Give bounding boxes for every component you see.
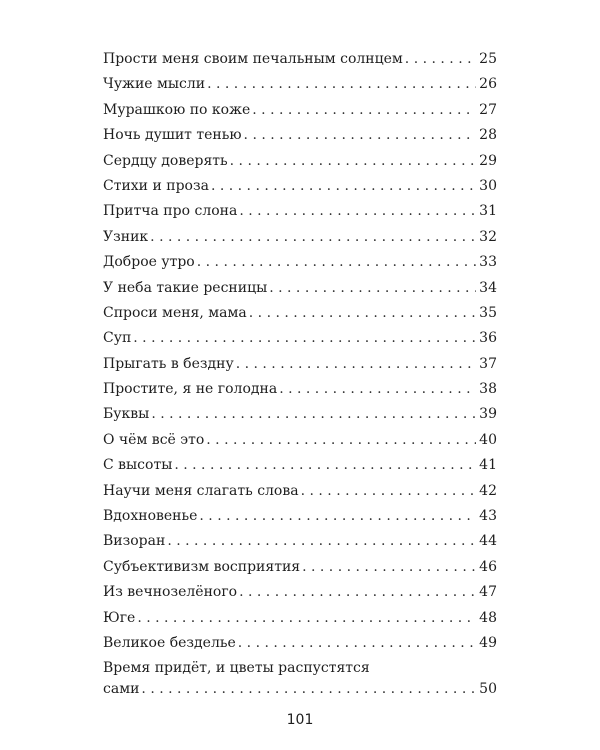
- leader-dots: [249, 301, 476, 326]
- leader-dots: [211, 174, 476, 199]
- leader-dots: [302, 555, 476, 580]
- toc-entry-page: 47: [479, 584, 497, 601]
- toc-entry-title: Доброе утро: [103, 254, 195, 271]
- toc-entry: [103, 631, 497, 656]
- leader-dots: [197, 250, 476, 275]
- leader-dots: [405, 47, 476, 72]
- toc-entry-title: Ночь душит тенью: [103, 127, 242, 144]
- toc-entry: [103, 402, 497, 427]
- toc-entry: [103, 72, 497, 97]
- toc-entry-title: Простите, я не голодна: [103, 381, 278, 398]
- toc-entry-page: 33: [479, 254, 497, 271]
- leader-dots: [206, 428, 476, 453]
- toc-entry: [103, 174, 497, 199]
- toc-entry-page: 34: [479, 279, 497, 296]
- toc-entry: [103, 98, 497, 123]
- toc-entry-title: Мурашкою по коже: [103, 101, 251, 118]
- toc-entry-title: Субъективизм восприятия: [103, 558, 301, 575]
- toc-entry-page: 49: [479, 634, 497, 651]
- toc-entry: [103, 529, 497, 554]
- leader-dots: [236, 352, 476, 377]
- toc-entry-page: 35: [479, 304, 497, 321]
- leader-dots: [207, 72, 476, 97]
- toc-entry-title: О чём всё это: [103, 431, 205, 448]
- toc-entry-page: 39: [479, 406, 497, 423]
- toc-entry: [103, 352, 497, 377]
- page-number: 101: [286, 712, 314, 728]
- toc-entry: [103, 47, 497, 72]
- toc-entry-title: Сердцу доверять: [103, 152, 228, 169]
- leader-dots: [230, 149, 476, 174]
- toc-entry: [103, 479, 497, 504]
- toc-entry-page: 43: [479, 508, 497, 525]
- toc-entry-title: Вдохновенье: [103, 508, 198, 525]
- toc-entry-page: 36: [479, 330, 497, 347]
- toc-entry-page: 38: [479, 381, 497, 398]
- toc-entry-title: Стихи и проза: [103, 177, 209, 194]
- toc-entry: [103, 276, 497, 301]
- toc-entry-page: 26: [479, 76, 497, 93]
- leader-dots: [239, 199, 476, 224]
- toc-entry-page: 40: [479, 431, 497, 448]
- toc-entry-title: Прыгать в бездну: [103, 355, 234, 372]
- toc-entry-title: Спроси меня, мама: [103, 304, 247, 321]
- toc-entry: [103, 453, 497, 478]
- toc-entry-title: Притча про слона: [103, 203, 238, 220]
- toc-entry: [103, 301, 497, 326]
- toc-entry-title: Прости меня своим печальным солнцем: [103, 51, 403, 67]
- toc-entry-page: 31: [479, 203, 497, 220]
- toc-entry-page: 50: [479, 681, 497, 698]
- leader-dots: [279, 377, 476, 402]
- toc-entry-title: Узник: [103, 228, 149, 245]
- toc-entry-page: 32: [479, 228, 497, 245]
- toc-entry: [103, 580, 497, 605]
- toc-entry-title: Юге: [103, 609, 136, 626]
- toc-entry-page: 46: [479, 558, 497, 575]
- leader-dots: [167, 529, 476, 554]
- toc-entry-title: Буквы: [103, 406, 150, 423]
- leader-dots: [199, 504, 476, 529]
- toc-entry: [103, 377, 497, 402]
- leader-dots: [137, 606, 476, 631]
- toc-entry-title: Чужие мысли: [103, 76, 206, 93]
- toc-entry: [103, 250, 497, 275]
- toc-entry: [103, 123, 497, 148]
- toc-entry: [103, 225, 497, 250]
- leader-dots: [150, 225, 476, 250]
- toc-entry: [103, 555, 497, 580]
- toc-entry-title: С высоты: [103, 457, 173, 474]
- leader-dots: [141, 679, 476, 700]
- toc-entry: [103, 149, 497, 174]
- toc-entry-title: Из вечнозелёного: [103, 584, 238, 601]
- table-of-contents: [103, 47, 497, 702]
- toc-entry-page: 42: [479, 482, 497, 499]
- leader-dots: [239, 580, 476, 605]
- toc-entry-title: Визоран: [103, 533, 166, 550]
- toc-entry-page: 28: [479, 127, 497, 144]
- leader-dots: [238, 631, 476, 656]
- toc-entry: [103, 504, 497, 529]
- toc-entry: [103, 199, 497, 224]
- toc-entry-title: Суп: [103, 330, 132, 347]
- leader-dots: [244, 123, 476, 148]
- toc-entry-page: 44: [479, 533, 497, 550]
- toc-entry-page: 27: [479, 101, 497, 118]
- toc-entry-title: Великое безделье: [103, 634, 236, 651]
- toc-entry-title-continued: сами: [103, 681, 140, 698]
- toc-entry: [103, 658, 497, 702]
- toc-entry: [103, 606, 497, 631]
- toc-entry-title: У неба такие ресницы: [103, 279, 268, 296]
- leader-dots: [151, 402, 476, 427]
- toc-entry-page: 29: [479, 152, 497, 169]
- toc-entry-title: Время придёт, и цветы распустятся: [103, 660, 370, 677]
- toc-entry-page: 37: [479, 355, 497, 372]
- leader-dots: [133, 326, 476, 351]
- toc-entry: [103, 326, 497, 351]
- leader-dots: [269, 276, 476, 301]
- toc-entry-page: 30: [479, 177, 497, 194]
- leader-dots: [174, 453, 476, 478]
- toc-entry-page: 25: [479, 51, 497, 67]
- toc-entry: [103, 428, 497, 453]
- leader-dots: [252, 98, 476, 123]
- toc-entry-page: 41: [479, 457, 497, 474]
- toc-entry-page: 48: [479, 609, 497, 626]
- toc-entry-title: Научи меня слагать слова: [103, 482, 299, 499]
- leader-dots: [301, 479, 476, 504]
